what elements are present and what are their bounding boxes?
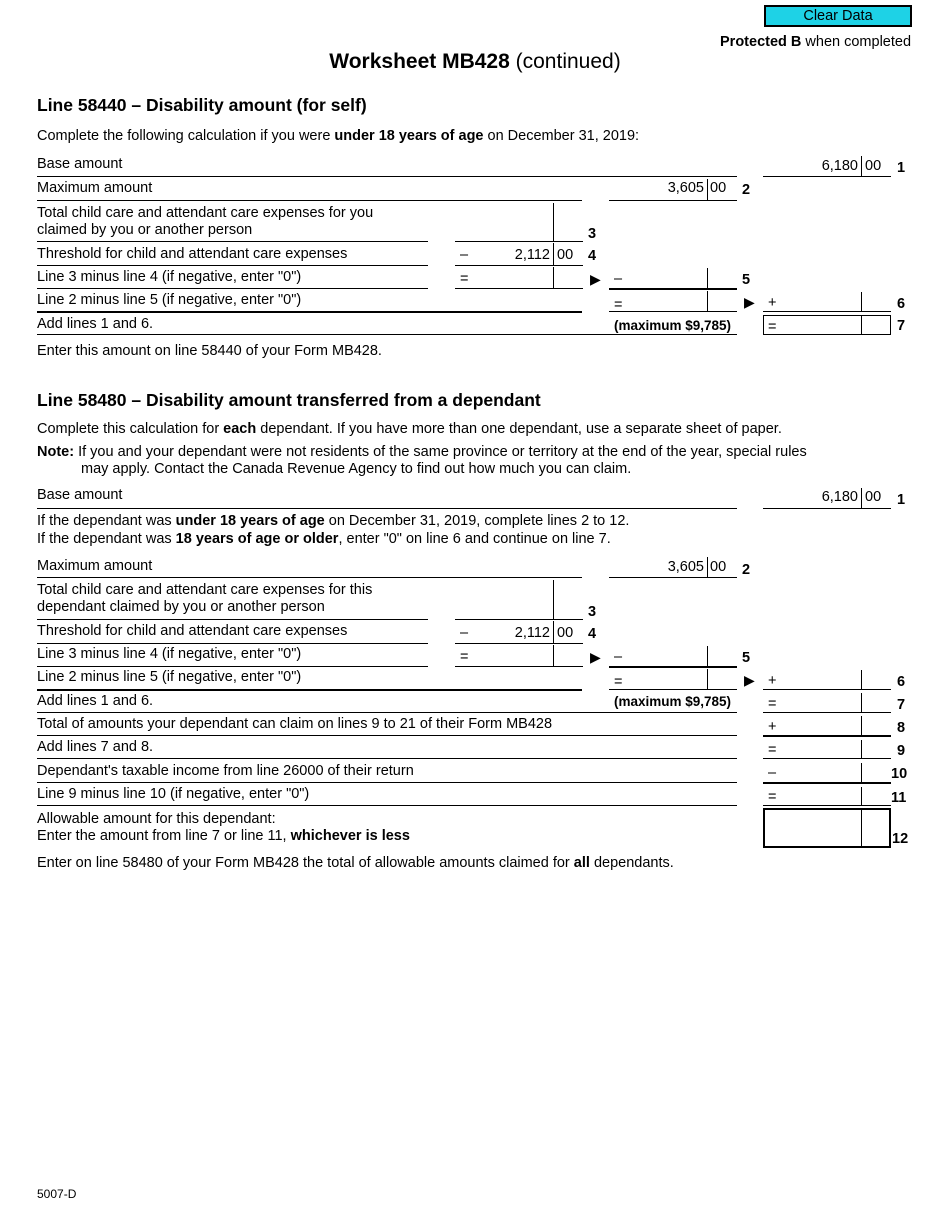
s1-line7-label: Add lines 1 and 6. — [37, 316, 154, 332]
s2-line9-cents-divider — [861, 740, 862, 758]
s1-line4-dollars: 2,112 — [514, 247, 550, 263]
s1-line3-rule — [37, 241, 428, 242]
s1-line3-label-a: Total child care and attendant care expenses for you — [37, 205, 374, 221]
protected-b-bold: Protected B — [720, 34, 802, 50]
s2-line8-cents-divider — [861, 716, 862, 735]
s1-line2-label: Maximum amount — [37, 180, 153, 196]
s2-cond-b-pre: If the dependant was — [37, 531, 176, 547]
s1-line5-label: Line 3 minus line 4 (if negative, enter "0") — [37, 269, 302, 285]
s1-line1-field-rule — [763, 176, 891, 177]
s1-line6-field-rule — [609, 311, 737, 312]
s2-line8-num: 8 — [897, 720, 906, 736]
s1-line7-max: (maximum $9,785) — [614, 318, 732, 333]
section2-intro — [37, 421, 782, 437]
s2-note-a: If you and your dependant were not residents of the same province or territory at the end of the year, special rules — [74, 444, 807, 460]
s1-line5-num: 5 — [742, 272, 751, 288]
s2-line7-max: (maximum $9,785) — [614, 694, 732, 709]
s2-line5-arrow-icon: ▶ — [590, 649, 601, 665]
s2-cond-a-post: on December 31, 2019, complete lines 2 to 12. — [324, 513, 630, 529]
section1-heading: Line 58440 – Disability amount (for self) — [37, 95, 367, 115]
s1-line5-equals: = — [460, 271, 469, 287]
s2-cond-b-bold: 18 years of age or older — [175, 531, 339, 547]
s2-line11-field-rule — [763, 805, 891, 806]
section1-intro — [37, 128, 639, 144]
s2-line6-equals: = — [614, 674, 623, 690]
s2-line6-plus: + — [768, 673, 777, 689]
s2-condition-a — [37, 513, 629, 529]
s2-line3-input[interactable] — [455, 596, 551, 618]
s2-line6-input[interactable] — [780, 670, 860, 689]
s1-line4-field-rule — [455, 265, 583, 266]
s1-intro-bold: under 18 years of age — [334, 128, 484, 144]
s2-line6-field-rule2 — [763, 689, 891, 690]
s2-line3-label-a: Total child care and attendant care expenses for this — [37, 582, 373, 598]
s2-line2-rule — [37, 577, 582, 578]
s1-line6-equals: = — [614, 297, 623, 313]
s1-line3-field-rule — [455, 241, 583, 242]
s1-line5-box-rule — [609, 288, 737, 290]
s1-line6-num: 6 — [897, 296, 906, 312]
s2-line11-cents-divider — [861, 787, 862, 805]
s1-line7-input[interactable] — [780, 316, 860, 334]
s2-line12-label-b-bold: whichever is less — [290, 828, 410, 844]
s1-line3-label-b: claimed by you or another person — [37, 222, 253, 238]
s2-line4-cents: 00 — [557, 625, 574, 641]
s2-line1-cents: 00 — [865, 489, 882, 505]
s2-line10-field-rule — [763, 782, 891, 784]
s2-line9-field-rule — [763, 758, 891, 759]
section1-footer: Enter this amount on line 58440 of your Form MB428. — [37, 343, 382, 359]
s2-line6-num: 6 — [897, 674, 906, 690]
s2-line10-input[interactable] — [780, 763, 860, 782]
s2-line11-num: 11 — [891, 790, 907, 806]
s2-line4-label: Threshold for child and attendant care expenses — [37, 623, 348, 639]
s2-line6-cents-divider — [861, 670, 862, 689]
s2-line4-cents-divider — [553, 621, 554, 643]
s2-line12-input[interactable] — [768, 812, 858, 844]
s1-line5-box-divider — [707, 268, 708, 288]
s1-line6-rule — [37, 311, 582, 313]
s2-line7-cents-divider — [861, 693, 862, 712]
s1-line4-minus: – — [460, 247, 469, 263]
s2-line5-num: 5 — [742, 650, 751, 666]
s2-line5-box-divider — [707, 646, 708, 666]
s1-line2-dollars: 3,605 — [667, 180, 704, 196]
s2-line5-box-rule — [609, 666, 737, 668]
s2-line5-label: Line 3 minus line 4 (if negative, enter "0") — [37, 646, 302, 662]
s1-line2-rule — [37, 200, 582, 201]
s2-line9-equals: = — [768, 742, 777, 758]
s2-line4-num: 4 — [588, 626, 597, 642]
s2-line10-rule — [37, 782, 737, 783]
s2-line6-label: Line 2 minus line 5 (if negative, enter "0") — [37, 669, 302, 685]
s2-line1-dollars: 6,180 — [821, 489, 858, 505]
s2-line6-box-divider — [707, 669, 708, 689]
s2-line5-minus: – — [614, 649, 623, 665]
s1-line2-field-rule — [609, 200, 737, 201]
s2-line3-field-rule — [455, 619, 583, 620]
s2-line11-label: Line 9 minus line 10 (if negative, enter "0") — [37, 786, 310, 802]
s2-line10-cents-divider — [861, 763, 862, 782]
s2-line12-label-b-pre: Enter the amount from line 7 or line 11, — [37, 828, 291, 844]
s1-line4-label: Threshold for child and attendant care expenses — [37, 246, 348, 262]
s1-line6-box-divider — [707, 291, 708, 311]
s1-line4-rule — [37, 265, 428, 266]
s1-line1-cents: 00 — [865, 158, 882, 174]
s2-cond-a-pre: If the dependant was — [37, 513, 176, 529]
s1-line5-field-rule — [455, 288, 583, 289]
s2-intro-post: dependant. If you have more than one dependant, use a separate sheet of paper. — [256, 421, 782, 437]
protected-b-rest: when completed — [801, 34, 912, 50]
s2-cond-a-bold: under 18 years of age — [175, 513, 325, 529]
s2-line12-label-b — [37, 828, 410, 844]
title-bold: Worksheet MB428 — [329, 50, 510, 73]
s2-line9-rule — [37, 758, 737, 759]
s1-line5-arrow-icon: ▶ — [590, 271, 601, 287]
s1-line5-cents-divider — [553, 267, 554, 288]
s2-line2-dollars: 3,605 — [667, 559, 704, 575]
s2-line1-num: 1 — [897, 492, 906, 508]
s1-intro-pre: Complete the following calculation if you were — [37, 128, 335, 144]
s2-line5-rule — [37, 666, 428, 667]
s2-line1-cents-divider — [861, 488, 862, 508]
s2-line2-label: Maximum amount — [37, 558, 153, 574]
s2-line7-field-rule — [763, 712, 891, 713]
section2-footer — [37, 855, 674, 871]
s2-line4-dollars: 2,112 — [514, 625, 550, 641]
s2-line2-cents-divider — [707, 557, 708, 577]
s1-line1-dollars: 6,180 — [821, 158, 858, 174]
s1-line5-rule — [37, 288, 428, 289]
clear-data-button[interactable]: Clear Data — [764, 5, 912, 27]
s1-line1-num: 1 — [897, 160, 906, 176]
s1-line5-minus: – — [614, 271, 623, 287]
s1-line7-rule — [37, 334, 737, 335]
s2-line8-field-rule — [763, 735, 891, 737]
s2-footer-bold: all — [573, 855, 590, 871]
s2-line11-rule — [37, 805, 737, 806]
s2-intro-bold: each — [223, 421, 257, 437]
s2-line3-label-b: dependant claimed by you or another person — [37, 599, 325, 615]
s2-line8-plus: + — [768, 719, 777, 735]
s2-line10-minus: – — [768, 765, 777, 781]
s2-footer-pre: Enter on line 58480 of your Form MB428 the total of allowable amounts claimed for — [37, 855, 574, 871]
section2-note-b: may apply. Contact the Canada Revenue Agency to find out how much you can claim. — [81, 461, 632, 477]
s2-line11-equals: = — [768, 789, 777, 805]
s1-line1-cents-divider — [861, 156, 862, 176]
s2-line9-input[interactable] — [780, 740, 860, 758]
s1-line4-cents: 00 — [557, 247, 574, 263]
s2-line5-field-rule — [455, 666, 583, 667]
s2-line3-num: 3 — [588, 604, 597, 620]
s2-line2-field-rule — [609, 577, 737, 578]
s1-line7-num: 7 — [897, 318, 906, 334]
s2-intro-pre: Complete this calculation for — [37, 421, 224, 437]
s2-line1-field-rule — [763, 508, 891, 509]
s2-line9-num: 9 — [897, 743, 906, 759]
s2-line7-num: 7 — [897, 697, 906, 713]
s2-cond-b-post: , enter "0" on line 6 and continue on line 7. — [338, 531, 611, 547]
s1-line6-label: Line 2 minus line 5 (if negative, enter "0") — [37, 292, 302, 308]
s2-line6-arrow-icon: ▶ — [744, 672, 755, 688]
s2-footer-post: dependants. — [589, 855, 674, 871]
s2-line6-field-rule — [609, 689, 737, 690]
s2-line3-cents-divider — [553, 580, 554, 619]
s2-line7-input[interactable] — [780, 693, 860, 712]
s1-intro-post: on December 31, 2019: — [483, 128, 640, 144]
s2-line12-num: 12 — [892, 831, 909, 847]
s2-line7-label: Add lines 1 and 6. — [37, 693, 154, 709]
s1-line4-cents-divider — [553, 243, 554, 265]
s1-line3-num: 3 — [588, 226, 597, 242]
s1-line2-cents-divider — [707, 179, 708, 200]
s2-line5-cents-divider — [553, 645, 554, 666]
s2-line8-rule — [37, 735, 737, 736]
s1-line2-num: 2 — [742, 182, 751, 198]
s2-line1-label: Base amount — [37, 487, 123, 503]
s1-line6-field-rule2 — [763, 311, 891, 312]
s2-line8-label: Total of amounts your dependant can claim on lines 9 to 21 of their Form MB428 — [37, 716, 553, 732]
s2-line3-rule — [37, 619, 428, 620]
s2-line7-equals: = — [768, 696, 777, 712]
s2-line10-num: 10 — [891, 766, 908, 782]
protected-b-notice — [720, 34, 911, 50]
s2-line1-rule — [37, 508, 737, 509]
page-title — [0, 50, 950, 74]
s2-line7-rule — [37, 712, 737, 713]
s2-line11-input[interactable] — [780, 787, 860, 805]
s2-line12-label-a: Allowable amount for this dependant: — [37, 811, 276, 827]
s2-line2-num: 2 — [742, 562, 751, 578]
s2-note-label: Note: — [37, 444, 75, 460]
s2-condition-b — [37, 531, 611, 547]
s1-line7-equals: = — [768, 319, 777, 335]
s2-line10-label: Dependant's taxable income from line 26000 of their return — [37, 763, 414, 779]
section2-note — [37, 444, 807, 460]
s1-line1-rule — [37, 176, 737, 177]
s2-line5-equals: = — [460, 649, 469, 665]
s2-line4-field-rule — [455, 643, 583, 644]
s2-line12-cents-divider — [861, 810, 862, 846]
s2-line2-cents: 00 — [710, 559, 727, 575]
s2-line9-label: Add lines 7 and 8. — [37, 739, 154, 755]
s2-line8-input[interactable] — [780, 716, 860, 735]
s1-line4-num: 4 — [588, 248, 597, 264]
s2-line4-minus: – — [460, 625, 469, 641]
s2-line4-rule — [37, 643, 428, 644]
s1-line1-label: Base amount — [37, 156, 123, 172]
s2-line6-rule — [37, 689, 582, 691]
title-rest: (continued) — [509, 50, 621, 73]
s1-line6-arrow-icon: ▶ — [744, 294, 755, 310]
section2-heading: Line 58480 – Disability amount transferred from a dependant — [37, 390, 541, 410]
s1-line7-cents-divider — [861, 316, 862, 334]
s1-line3-input[interactable] — [455, 218, 579, 240]
s1-line6-input[interactable] — [780, 292, 888, 311]
s1-line2-cents: 00 — [710, 180, 727, 196]
s1-line6-plus: + — [768, 295, 777, 311]
form-number: 5007-D — [37, 1187, 77, 1201]
